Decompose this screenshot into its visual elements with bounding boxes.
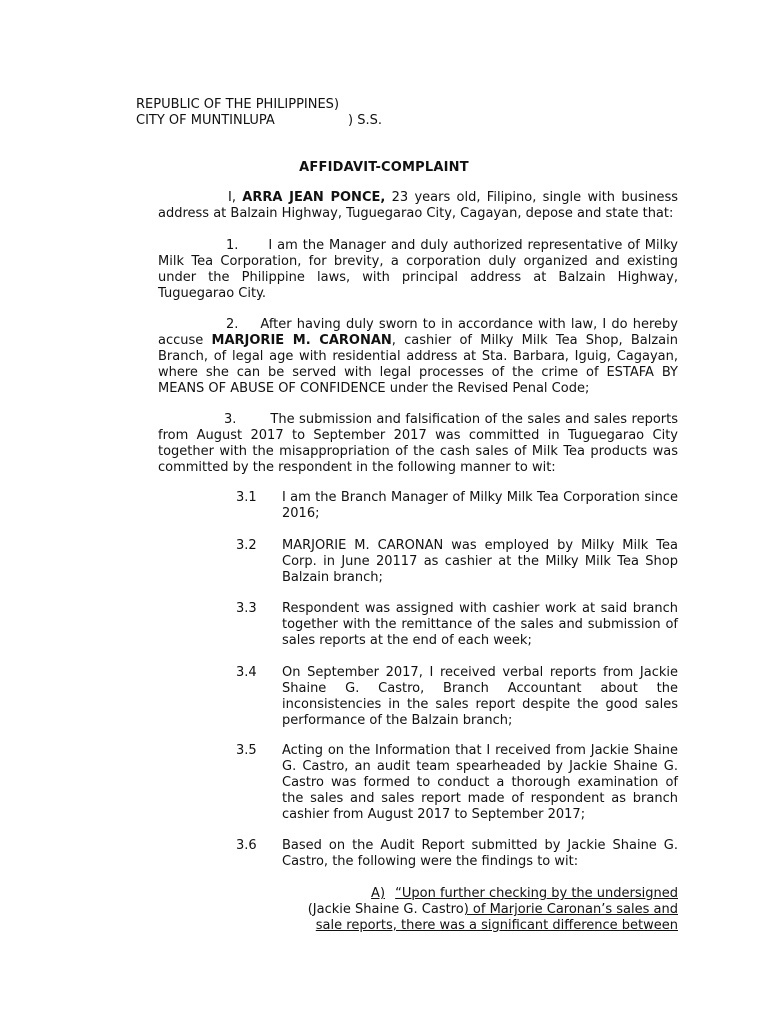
finding-label: A): [371, 886, 386, 901]
subitem-text: I am the Branch Manager of Milky Milk Tea Corporation since 2016;: [282, 490, 678, 521]
finding-text-1: “Upon further checking by the undersigned: [395, 886, 678, 901]
finding-text-3: sale reports, there was a significant difference between: [315, 918, 678, 933]
subitem-3-5: [236, 743, 678, 823]
paragraph-3-number: 3.: [224, 412, 237, 427]
paragraph-3: [158, 412, 678, 476]
finding-line-1: [293, 886, 678, 902]
subitem-3-3: [236, 601, 678, 649]
subitem-3-4: [236, 665, 678, 729]
subitem-number: 3.2: [236, 538, 257, 553]
paragraph-1: [158, 238, 678, 302]
subitem-3-6: [236, 838, 678, 870]
paragraph-3-text: The submission and falsification of the sales and sales reports from August 2017 to September 2017 was committed in Tuguegarao City together with the misappropriation of the cash sales of Milk Tea products was committed by the respondent in the following manner to wit:: [158, 412, 678, 475]
paragraph-1-text: I am the Manager and duly authorized representative of Milky Milk Tea Corporation, for brevity, a corporation duly organized and existing under the Philippine laws, with principal address at Balzain Highway, Tuguegarao City.: [158, 238, 678, 301]
finding-text-2b: ) of Marjorie Caronan’s sales and: [463, 902, 678, 917]
subitem-text: MARJORIE M. CARONAN was employed by Milky Milk Tea Corp. in June 20117 as cashier at the Milky Milk Tea Shop Balzain branch;: [282, 538, 678, 585]
subitem-text: Acting on the Information that I received from Jackie Shaine G. Castro, an audit team spearheaded by Jackie Shaine G. Castro was formed to conduct a thorough examination of the sales and sales report made of respondent as branch cashier from August 2017 to September 2017;: [282, 743, 678, 822]
case-caption: [136, 97, 436, 129]
subitem-text: On September 2017, I received verbal reports from Jackie Shaine G. Castro, Branch Accountant about the inconsistencies in the sales report despite the good sales performance of the Balzain branch;: [282, 665, 678, 728]
subitem-3-1: [236, 490, 678, 522]
subitem-text: Respondent was assigned with cashier work at said branch together with the remittance of the sales and submission of sales reports at the end of each week;: [282, 601, 678, 648]
paragraph-2-number: 2.: [226, 317, 239, 332]
affiant-name: ARRA JEAN PONCE,: [242, 190, 386, 205]
intro-paragraph: [158, 190, 678, 222]
intro-prefix: I,: [228, 190, 236, 205]
subitem-number: 3.3: [236, 601, 257, 616]
intro-text: 23 years old, Filipino, single with business address at Balzain Highway, Tuguegarao City, Cagayan, depose and state that:: [158, 190, 679, 221]
paragraph-2-text-a: After having duly sworn to in accordance with law, I do hereby accuse: [158, 317, 678, 348]
finding-line-2: [293, 902, 678, 918]
subitem-3-2: [236, 538, 678, 586]
paragraph-2: [158, 317, 678, 397]
paragraph-1-number: 1.: [226, 238, 239, 253]
subitem-number: 3.4: [236, 665, 257, 680]
subitem-number: 3.5: [236, 743, 257, 758]
paragraph-2-text-b: , cashier of Milky Milk Tea Shop, Balzain Branch, of legal age with residential address at Sta. Barbara, Iguig, Cagayan, where she can be served with legal processes of the crime of ESTAFA BY MEANS OF ABUSE OF CONFIDENCE under the Revised Penal Code;: [158, 333, 679, 396]
subitem-number: 3.6: [236, 838, 257, 853]
finding-line-3: [293, 918, 678, 934]
audit-finding-a: [293, 886, 678, 934]
finding-text-2a: (Jackie Shaine G. Castro: [307, 902, 464, 917]
caption-city: CITY OF MUNTINLUPA: [136, 113, 275, 128]
document-title: AFFIDAVIT-COMPLAINT: [299, 160, 469, 175]
caption-republic: REPUBLIC OF THE PHILIPPINES): [136, 97, 340, 112]
subitem-number: 3.1: [236, 490, 257, 505]
respondent-name: MARJORIE M. CARONAN: [211, 333, 392, 348]
caption-ss: ) S.S.: [348, 113, 382, 128]
subitem-text: Based on the Audit Report submitted by Jackie Shaine G. Castro, the following were the findings to wit:: [282, 838, 678, 869]
